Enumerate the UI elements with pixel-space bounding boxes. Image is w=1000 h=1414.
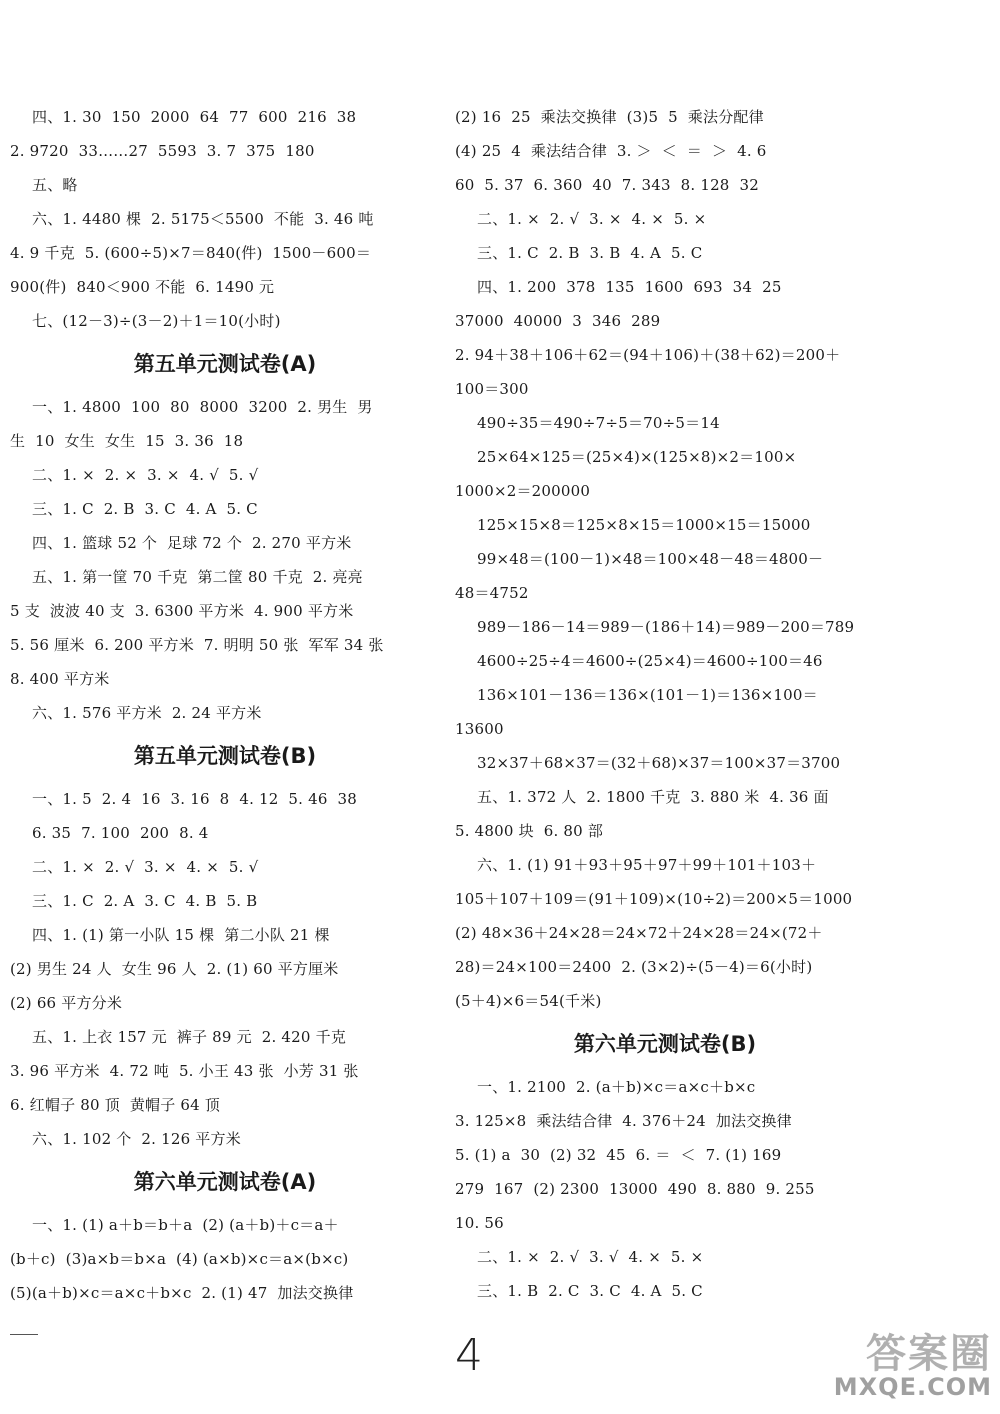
answer-line: 25×64×125＝(25×4)×(125×8)×2＝100× [477,448,797,466]
answer-line: (5)(a＋b)×c＝a×c＋b×c 2. (1) 47 加法交换律 [10,1284,354,1302]
answer-line: 七、(12－3)÷(3－2)＋1＝10(小时) [32,312,281,330]
answer-line: 989－186－14＝989－(186＋14)＝989－200＝789 [477,618,855,636]
answer-line: 5 支 波波 40 支 3. 6300 平方米 4. 900 平方米 [10,602,354,620]
answer-line: 3. 125×8 乘法结合律 4. 376＋24 加法交换律 [455,1112,792,1130]
answer-line: (b＋c) (3)a×b＝b×a (4) (a×b)×c＝a×(b×c) [10,1250,349,1268]
answer-line: 279 167 (2) 2300 13000 490 8. 880 9. 255 [455,1180,815,1198]
answer-line: 99×48＝(100－1)×48＝100×48－48＝4800－ [477,550,824,568]
answer-line: (2) 48×36＋24×28＝24×72＋24×28＝24×(72＋ [455,924,823,942]
answer-line: 一、1. 5 2. 4 16 3. 16 8 4. 12 5. 46 38 [32,790,358,808]
answer-line: 6. 35 7. 100 200 8. 4 [32,824,209,842]
answer-line: 28)＝24×100＝2400 2. (3×2)÷(5－4)＝6(小时) [455,958,813,976]
watermark-url: MXQE.COM [833,1373,992,1401]
answer-line: 125×15×8＝125×8×15＝1000×15＝15000 [477,516,811,534]
footer-rule [10,1334,38,1335]
answer-line: 五、1. 第一筐 70 千克 第二筐 80 千克 2. 亮亮 [32,568,363,586]
answer-line: 32×37＋68×37＝(32＋68)×37＝100×37＝3700 [477,754,841,772]
section-heading: 第五单元测试卷(A) [133,352,317,376]
answer-line: 2. 9720 33……27 5593 3. 7 375 180 [10,142,315,160]
page-number: 4 [455,1330,483,1381]
answer-line: 5. 4800 块 6. 80 部 [455,822,604,840]
answer-line: 三、1. C 2. A 3. C 4. B 5. B [32,892,258,910]
answer-line: 4600÷25÷4＝4600÷(25×4)＝4600÷100＝46 [477,652,823,670]
answer-line: 二、1. × 2. √ 3. × 4. × 5. √ [32,858,259,876]
answer-line: 3. 96 平方米 4. 72 吨 5. 小王 43 张 小芳 31 张 [10,1062,359,1080]
answer-line: 四、1. (1) 第一小队 15 棵 第二小队 21 棵 [32,926,330,944]
answer-line: 13600 [455,720,504,738]
section-heading: 第五单元测试卷(B) [133,744,317,768]
answer-line: 10. 56 [455,1214,504,1232]
answer-line: 六、1. 102 个 2. 126 平方米 [32,1130,241,1148]
section-heading: 第六单元测试卷(A) [133,1170,317,1194]
answer-line: 六、1. 4480 棵 2. 5175＜5500 不能 3. 46 吨 [32,210,374,228]
answer-line: (2) 男生 24 人 女生 96 人 2. (1) 60 平方厘米 [10,960,339,978]
answer-line: 37000 40000 3 346 289 [455,312,661,330]
answer-line: (2) 16 25 乘法交换律 (3)5 5 乘法分配律 [455,108,764,126]
answer-line: 五、1. 上衣 157 元 裤子 89 元 2. 420 千克 [32,1028,347,1046]
right-answer-column [455,100,875,1308]
answer-line: (5＋4)×6＝54(千米) [455,992,602,1010]
answer-line: (4) 25 4 乘法结合律 3. ＞ ＜ ＝ ＞ 4. 6 [455,142,767,160]
answer-line: 490÷35＝490÷7÷5＝70÷5＝14 [477,414,720,432]
answer-line: 4. 9 千克 5. (600÷5)×7＝840(件) 1500－600＝ [10,244,372,262]
answer-line: 5. 56 厘米 6. 200 平方米 7. 明明 50 张 军军 34 张 [10,636,384,654]
answer-line: 2. 94＋38＋106＋62＝(94＋106)＋(38＋62)＝200＋ [455,346,841,364]
watermark-glyphs: 答案圈 [866,1331,992,1377]
answer-line: 8. 400 平方米 [10,670,110,688]
answer-line: 三、1. C 2. B 3. C 4. A 5. C [32,500,258,518]
answer-line: 六、1. (1) 91＋93＋95＋97＋99＋101＋103＋ [477,856,817,874]
answer-line: 一、1. 2100 2. (a＋b)×c＝a×c＋b×c [477,1078,756,1096]
answer-line: 四、1. 30 150 2000 64 77 600 216 38 [32,108,357,126]
answer-line: 1000×2＝200000 [455,482,591,500]
answer-line: 900(件) 840＜900 不能 6. 1490 元 [10,278,275,296]
answer-line: 生 10 女生 女生 15 3. 36 18 [10,432,244,450]
answer-line: 六、1. 576 平方米 2. 24 平方米 [32,704,262,722]
answer-line: 二、1. × 2. √ 3. √ 4. × 5. × [477,1248,704,1266]
answer-line: 48＝4752 [455,584,529,602]
answer-line: 四、1. 200 378 135 1600 693 34 25 [477,278,782,296]
answer-line: 二、1. × 2. × 3. × 4. √ 5. √ [32,466,259,484]
answer-line: 五、1. 372 人 2. 1800 千克 3. 880 米 4. 36 面 [477,788,829,806]
section-heading: 第六单元测试卷(B) [573,1032,757,1056]
left-answer-column [10,100,440,1310]
answer-line: 二、1. × 2. √ 3. × 4. × 5. × [477,210,707,228]
answer-line: (2) 66 平方分米 [10,994,123,1012]
answer-line: 105＋107＋109＝(91＋109)×(10÷2)＝200×5＝1000 [455,890,853,908]
answer-line: 三、1. B 2. C 3. C 4. A 5. C [477,1282,703,1300]
answer-line: 三、1. C 2. B 3. B 4. A 5. C [477,244,703,262]
answer-line: 136×101－136＝136×(101－1)＝136×100＝ [477,686,818,704]
answer-line: 一、1. (1) a＋b＝b＋a (2) (a＋b)＋c＝a＋ [32,1216,339,1234]
answer-line: 6. 红帽子 80 顶 黄帽子 64 顶 [10,1096,221,1114]
answer-line: 一、1. 4800 100 80 8000 3200 2. 男生 男 [32,398,373,416]
answer-line: 100＝300 [455,380,529,398]
answer-line: 五、略 [32,176,78,194]
answer-line: 四、1. 篮球 52 个 足球 72 个 2. 270 平方米 [32,534,352,552]
answer-line: 60 5. 37 6. 360 40 7. 343 8. 128 32 [455,176,759,194]
answer-line: 5. (1) a 30 (2) 32 45 6. ＝ ＜ 7. (1) 169 [455,1146,782,1164]
watermark-logo [834,1322,992,1401]
